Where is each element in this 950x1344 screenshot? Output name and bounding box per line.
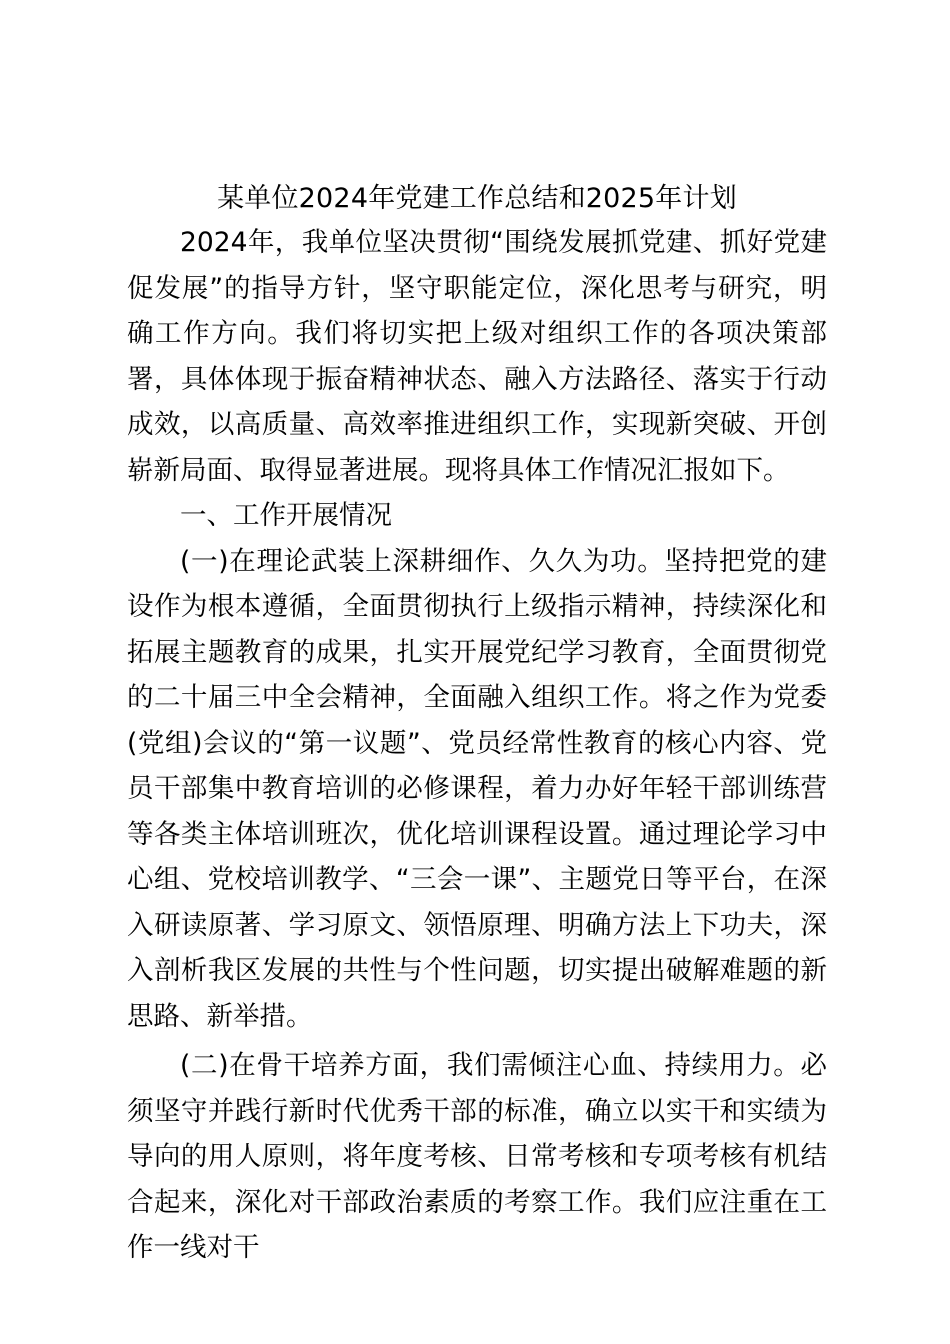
paragraph-cadre-training: (二)在骨干培养方面，我们需倾注心血、持续用力。必须坚守并践行新时代优秀干部的标准，确立以实干和实绩为导向的用人原则，将年度考核、日常考核和专项考核有机结合起来，深化对干部政治素质的考察工作。我们应注重在工作一线对干 (127, 1050, 827, 1263)
paragraph-theory: (一)在理论武装上深耕细作、久久为功。坚持把党的建设作为根本遵循，全面贯彻执行上级指示精神，持续深化和拓展主题教育的成果，扎实开展党纪学习教育，全面贯彻党的二十届三中全会精神，全面融入组织工作。将之作为党委(党组)会议的“第一议题”、党员经常性教育的核心内容、党员干部集中教育培训的必修课程，着力办好年轻干部训练营等各类主体培训班次，优化培训课程设置。通过理论学习中心组、党校培训教学、“三会一课”、主题党日等平台，在深入研读原著、学习原文、领悟原理、明确方法上下功夫，深入剖析我区发展的共性与个性问题，切实提出破解难题的新思路、新举措。 (127, 545, 827, 1032)
document-body (127, 178, 827, 1271)
section-heading: 一、工作开展情况 (180, 500, 392, 531)
intro-paragraph: 2024年，我单位坚决贯彻“围绕发展抓党建、抓好党建促发展”的指导方针，坚守职能定位，深化思考与研究，明确工作方向。我们将切实把上级对组织工作的各项决策部署，具体体现于振奋精神状态、融入方法路径、落实于行动成效，以高质量、高效率推进组织工作，实现新突破、开创崭新局面、取得显著进展。现将具体工作情况汇报如下。 (127, 227, 827, 486)
document-title: 某单位2024年党建工作总结和2025年计划 (217, 183, 737, 214)
